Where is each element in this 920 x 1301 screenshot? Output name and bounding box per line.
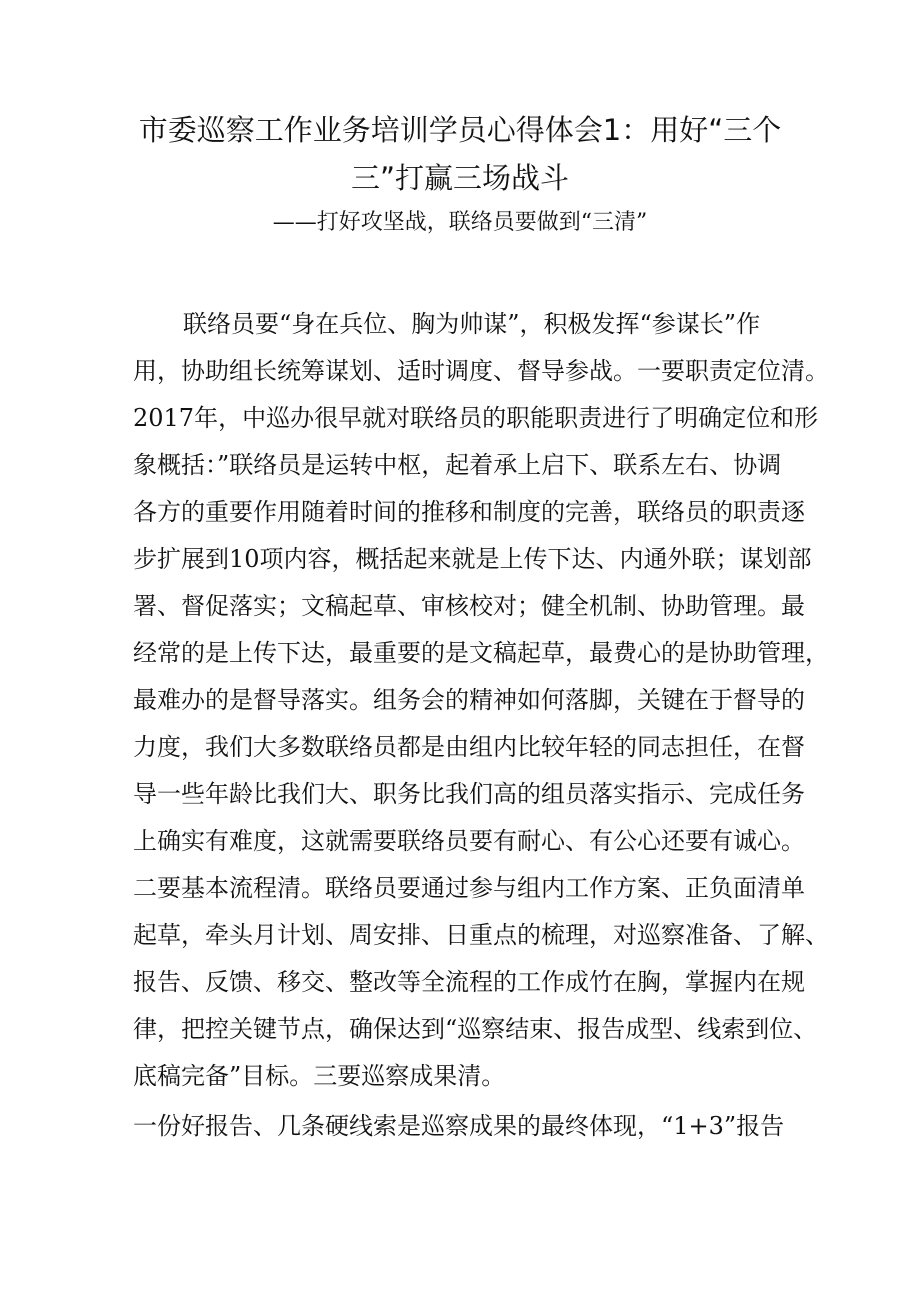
body-line: 步扩展到10项内容，概括起来就是上传下达、内通外联；谋划部 xyxy=(133,545,812,573)
body-line: 署、督促落实；文稿起草、审核校对；健全机制、协助管理。最 xyxy=(133,592,805,620)
body-line: 经常的是上传下达，最重要的是文稿起草，最费心的是协助管理， xyxy=(133,639,829,667)
body-line: 各方的重要作用随着时间的推移和制度的完善，联络员的职责逐 xyxy=(133,498,805,526)
body-line: 二要基本流程清。联络员要通过参与组内工作方案、正负面清单 xyxy=(133,874,805,902)
body-line: 导一些年龄比我们大、职务比我们高的组员落实指示、完成任务 xyxy=(133,780,805,808)
body-line: 力度，我们大多数联络员都是由组内比较年轻的同志担任，在督 xyxy=(133,733,805,761)
body-line: 用，协助组长统筹谋划、适时调度、督导参战。一要职责定位清。 xyxy=(133,357,829,385)
document-title-line-1: 市委巡察工作业务培训学员心得体会1：用好“三个 xyxy=(138,113,782,147)
body-line: 律，把控关键节点，确保达到“巡察结束、报告成型、线索到位、 xyxy=(133,1015,818,1043)
body-line: 起草，牵头月计划、周安排、日重点的梳理，对巡察准备、了解、 xyxy=(133,921,829,949)
body-line: 一份好报告、几条硬线索是巡察成果的最终体现，“1+3”报告 xyxy=(133,1112,785,1140)
document-subtitle: ——打好攻坚战，联络员要做到“三清” xyxy=(272,210,648,235)
document-title-line-2: 三”打赢三场战斗 xyxy=(350,161,570,195)
body-line: 最难办的是督导落实。组务会的精神如何落脚，关键在于督导的 xyxy=(133,686,805,714)
body-line: 象概括：”联络员是运转中枢，起着承上启下、联系左右、协调 xyxy=(133,451,782,479)
body-line: 联络员要“身在兵位、胸为帅谋”，积极发挥“参谋长”作 xyxy=(183,310,761,338)
body-line: 上确实有难度，这就需要联络员要有耐心、有公心还要有诚心。 xyxy=(133,827,805,855)
body-line: 报告、反馈、移交、整改等全流程的工作成竹在胸，掌握内在规 xyxy=(133,968,805,996)
body-line: 底稿完备”目标。三要巡察成果清。 xyxy=(133,1062,506,1090)
body-line: 2017年，中巡办很早就对联络员的职能职责进行了明确定位和形 xyxy=(133,404,819,432)
